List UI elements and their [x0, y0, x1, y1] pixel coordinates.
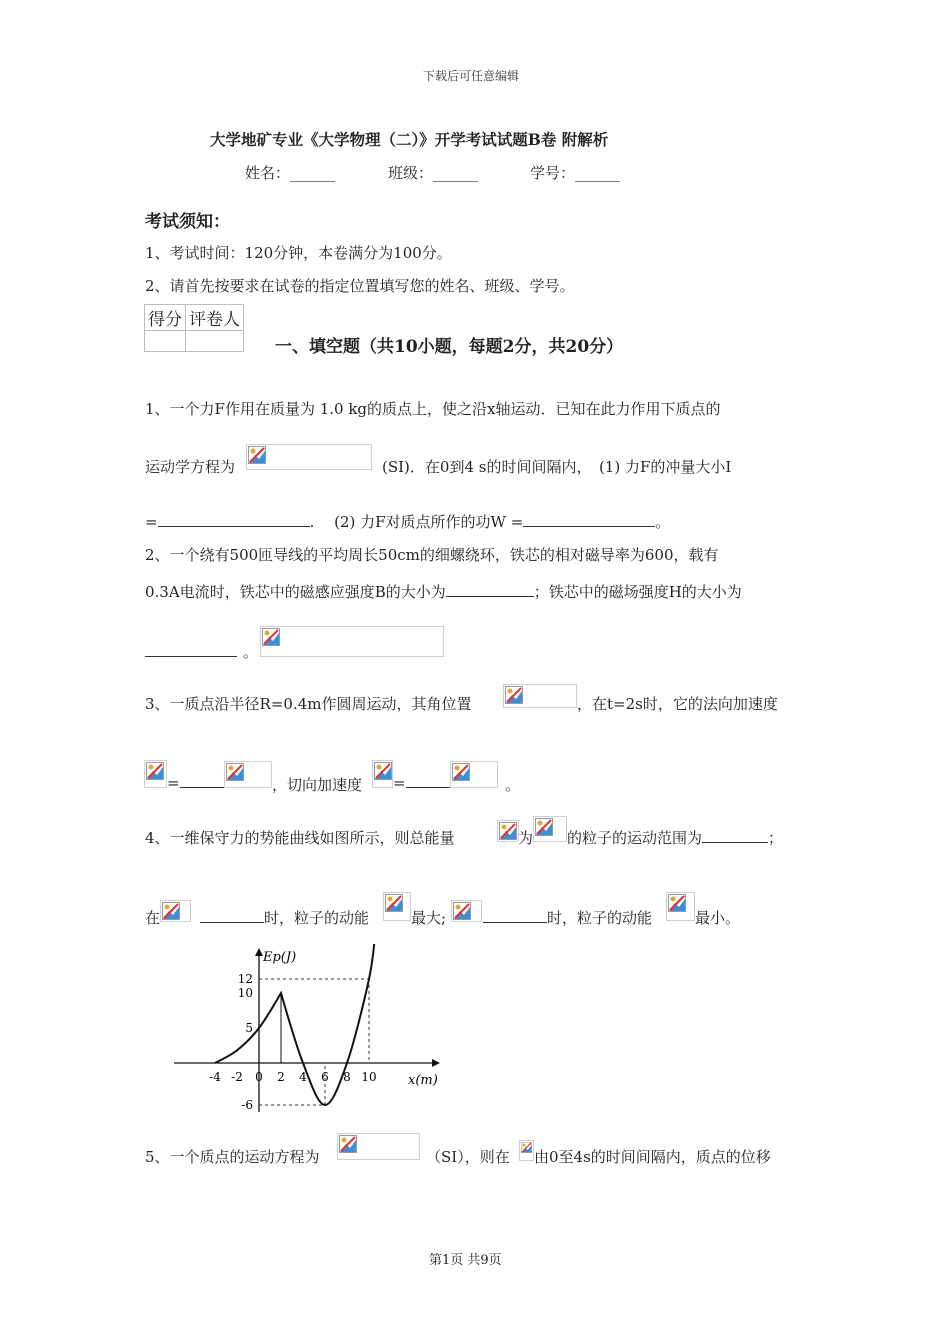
x-tick-label: -2	[231, 1070, 243, 1084]
q2-line3: 。	[243, 643, 259, 661]
broken-image-icon	[160, 900, 191, 922]
broken-image-icon	[260, 626, 444, 657]
section-title: 一、填空题（共10小题，每题2分，共20分）	[275, 337, 624, 357]
y-axis-arrow	[255, 948, 263, 956]
broken-image-icon	[666, 892, 695, 921]
x-tick-label: -4	[209, 1070, 221, 1084]
name-field[interactable]: 姓名：______	[245, 164, 336, 182]
q2-b-blank[interactable]	[446, 596, 534, 597]
q3-line1a: 3、一质点沿半径R=0.4m作圆周运动，其角位置	[145, 695, 472, 713]
x-tick-label: 10	[361, 1070, 377, 1084]
q4-line2a: 在	[145, 909, 161, 927]
q3-end: 。	[505, 776, 521, 794]
x-axis-label: x(m)	[408, 1073, 438, 1088]
x-axis-arrow	[432, 1059, 440, 1067]
broken-image-icon	[224, 761, 272, 788]
y-tick-label: 12	[237, 972, 253, 986]
q1-line2b: (SI)．在0到4 s的时间间隔内， (1) 力F的冲量大小I	[382, 458, 732, 476]
notice-item: 2、请首先按要求在试卷的指定位置填写您的姓名、班级、学号。	[145, 277, 575, 295]
broken-image-icon	[383, 892, 411, 921]
potential-energy-chart	[170, 944, 450, 1126]
grader-cell[interactable]	[186, 331, 244, 352]
student-id-field[interactable]: 学号：______	[530, 164, 621, 182]
q4-line1c: 的粒子的运动范围为	[567, 829, 703, 847]
broken-image-icon	[246, 444, 372, 470]
q1-line3b: . (2) 力F对质点所作的功W =	[309, 513, 524, 531]
score-header: 得分	[145, 305, 186, 331]
broken-image-icon	[503, 684, 577, 708]
q4-line2e: 最小。	[695, 909, 741, 927]
y-tick-label: 5	[245, 1021, 253, 1035]
q4-range-blank[interactable]	[702, 842, 768, 843]
page-title: 大学地矿专业《大学物理（二）》开学考试试题B卷 附解析	[210, 130, 609, 149]
q4-line1a: 4、一维保守力的势能曲线如图所示，则总能量	[145, 829, 455, 847]
q4-line1b: 为	[518, 829, 534, 847]
x-tick-label: 6	[321, 1070, 329, 1084]
q3-an-blank[interactable]	[180, 787, 230, 788]
x-tick-label: 8	[343, 1070, 351, 1084]
q3-eq: =	[167, 774, 180, 792]
q1-line3c: 。	[655, 513, 671, 531]
notice-heading: 考试须知：	[145, 212, 230, 232]
y-tick-label: -6	[241, 1098, 253, 1112]
q3-comma: ，切向加速度	[272, 776, 363, 794]
broken-image-icon	[337, 1133, 420, 1160]
q4-min-blank[interactable]	[483, 922, 547, 923]
y-axis-label: Ep(J)	[263, 950, 297, 965]
y-tick-label: 10	[237, 986, 253, 1000]
q4-line2d: 时，粒子的动能	[547, 909, 653, 927]
broken-image-icon	[372, 760, 393, 788]
q2-line1: 2、一个绕有500匝导线的平均周长50cm的细螺绕环，铁芯的相对磁导率为600，载有	[145, 546, 719, 564]
header-note: 下载后可任意编辑	[423, 69, 520, 83]
x-tick-label: 4	[299, 1070, 307, 1084]
q5-line1b: （SI），则在	[426, 1148, 510, 1166]
q1-line2a: 运动学方程为	[145, 458, 236, 476]
broken-image-icon	[497, 820, 519, 842]
x-tick-label: 2	[277, 1070, 285, 1084]
q2-line2b: ；铁芯中的磁场强度H的大小为	[533, 583, 742, 601]
q1-line1: 1、一个力F作用在质量为 1.0 kg的质点上，使之沿x轴运动．已知在此力作用下质点的	[145, 400, 721, 418]
broken-image-icon	[533, 816, 567, 842]
q4-line1d: ；	[768, 829, 784, 847]
q2-line2a: 0.3A电流时，铁芯中的磁感应强度B的大小为	[145, 583, 446, 601]
grader-header: 评卷人	[186, 305, 244, 331]
q1-impulse-blank[interactable]	[158, 526, 310, 527]
q5-line1a: 5、一个质点的运动方程为	[145, 1148, 320, 1166]
q3-at-blank[interactable]	[406, 787, 456, 788]
x-tick-label: 0	[255, 1070, 263, 1084]
q3-line1b: ，在t=2s时，它的法向加速度	[577, 695, 778, 713]
class-field[interactable]: 班级：______	[388, 164, 479, 182]
q4-line2c: 最大;	[411, 909, 447, 927]
q3-eq2: =	[393, 774, 406, 792]
q4-max-blank[interactable]	[200, 922, 264, 923]
q4-line2b: 时，粒子的动能	[264, 909, 370, 927]
broken-image-icon	[450, 761, 498, 788]
q5-line1c: 由0至4s的时间间隔内，质点的位移	[534, 1148, 771, 1166]
broken-image-icon	[144, 760, 167, 788]
broken-image-icon	[519, 1140, 534, 1161]
q2-h-blank[interactable]	[145, 656, 237, 657]
notice-item: 1、考试时间：120分钟，本卷满分为100分。	[145, 244, 452, 262]
score-table	[144, 304, 244, 352]
page-footer: 第1页 共9页	[429, 1253, 502, 1268]
q1-work-blank[interactable]	[523, 526, 655, 527]
q1-line3a: =	[145, 513, 158, 531]
score-cell[interactable]	[145, 331, 186, 352]
broken-image-icon	[451, 900, 482, 922]
